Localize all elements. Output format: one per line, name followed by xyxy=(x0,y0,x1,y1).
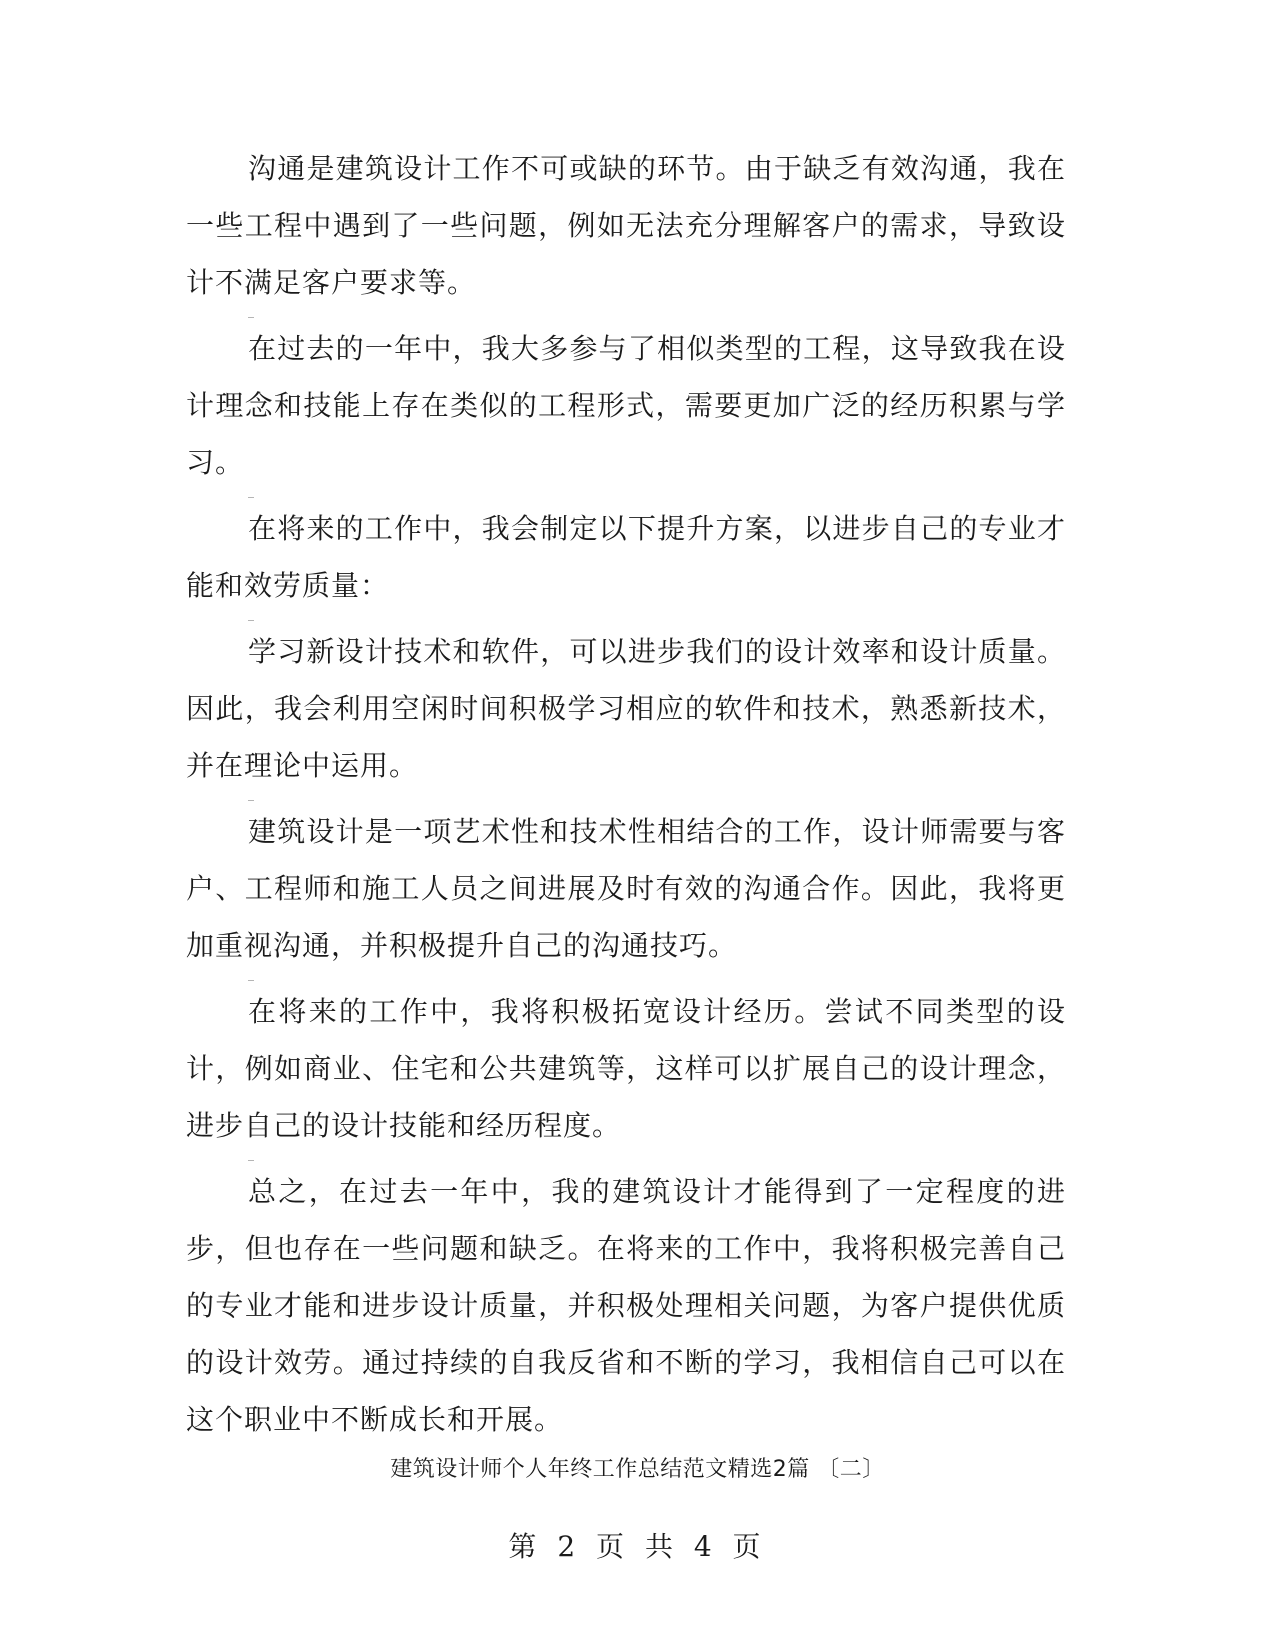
paragraph-wrapper xyxy=(186,500,1066,614)
paragraph: 建筑设计是一项艺术性和技术性相结合的工作，设计师需要与客户、工程师和施工人员之间进展及时有效的沟通合作。因此，我将更加重视沟通，并积极提升自己的沟通技巧。 xyxy=(186,815,1066,962)
paragraph-wrapper xyxy=(186,803,1066,974)
paragraph: 在过去的一年中，我大多参与了相似类型的工程，这导致我在设计理念和技能上存在类似的工程形式，需要更加广泛的经历积累与学习。 xyxy=(186,332,1066,479)
paragraph: 总之，在过去一年中，我的建筑设计才能得到了一定程度的进步，但也存在一些问题和缺乏。在将来的工作中，我将积极完善自己的专业才能和进步设计质量，并积极处理相关问题，为客户提供优质的设计效劳。通过持续的自我反省和不断的学习，我相信自己可以在这个职业中不断成长和开展。 xyxy=(186,1175,1066,1436)
paragraph-wrapper xyxy=(186,320,1066,491)
paragraph: 在将来的工作中，我将积极拓宽设计经历。尝试不同类型的设计，例如商业、住宅和公共建筑等，这样可以扩展自己的设计理念，进步自己的设计技能和经历程度。 xyxy=(186,995,1066,1142)
page-number: 第 2 页 共 4 页 xyxy=(508,1530,767,1563)
paragraph: 学习新设计技术和软件，可以进步我们的设计效率和设计质量。因此，我会利用空闲时间积极学习相应的软件和技术，熟悉新技术，并在理论中运用。 xyxy=(186,635,1066,782)
paragraph-mark xyxy=(248,980,254,981)
paragraph-wrapper xyxy=(186,983,1066,1154)
paragraph-wrapper xyxy=(186,623,1066,794)
footer-document-title: 建筑设计师个人年终工作总结范文精选2篇 〔二〕 xyxy=(390,1457,885,1482)
body-text xyxy=(186,140,1066,1457)
paragraph-mark xyxy=(248,620,254,621)
paragraph-mark xyxy=(248,497,254,498)
paragraph-mark xyxy=(248,317,254,318)
paragraph: 沟通是建筑设计工作不可或缺的环节。由于缺乏有效沟通，我在一些工程中遇到了一些问题，例如无法充分理解客户的需求，导致设计不满足客户要求等。 xyxy=(186,152,1066,299)
paragraph-mark xyxy=(248,1160,254,1161)
paragraph-wrapper xyxy=(186,1163,1066,1448)
paragraph: 在将来的工作中，我会制定以下提升方案，以进步自己的专业才能和效劳质量： xyxy=(186,512,1066,602)
paragraph-mark xyxy=(248,800,254,801)
